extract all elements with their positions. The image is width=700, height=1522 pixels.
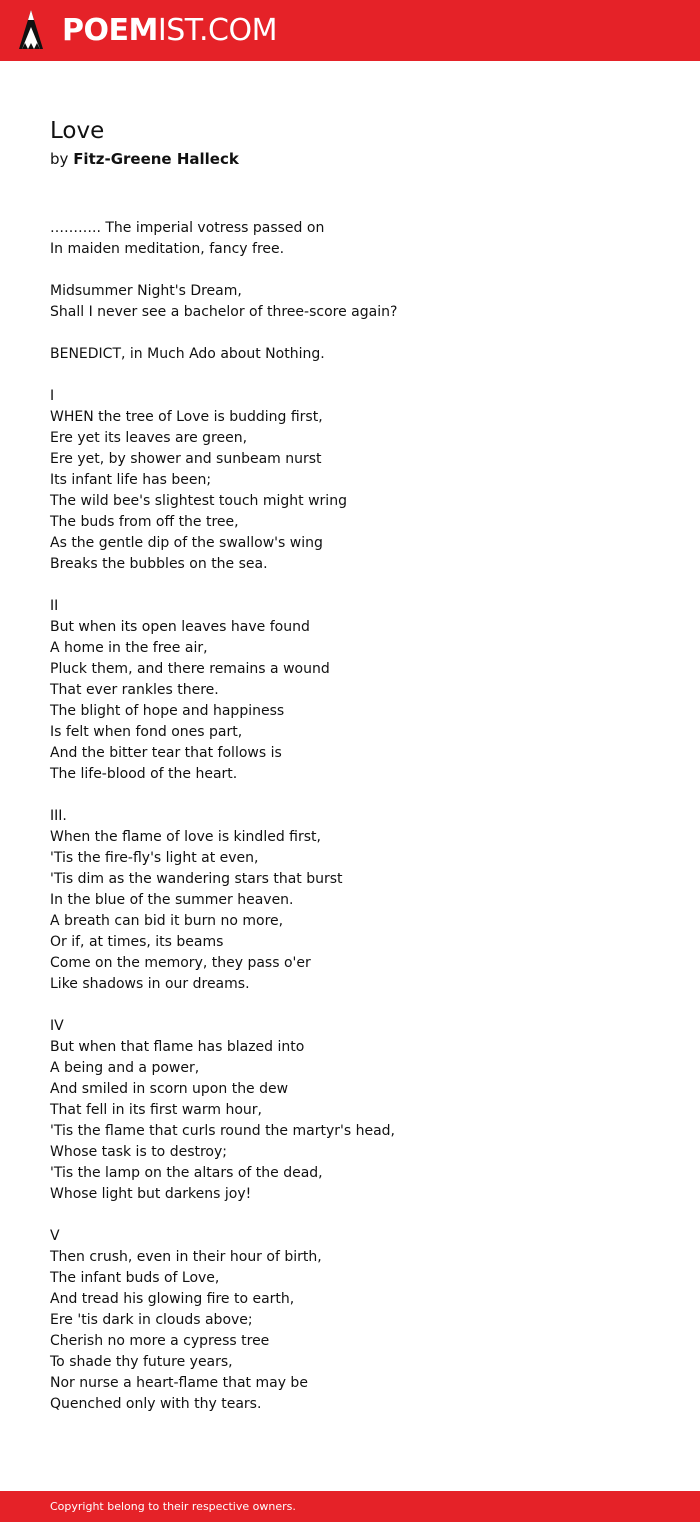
poem-line: The blight of hope and happiness (50, 703, 285, 719)
site-header (0, 0, 700, 61)
poem-line: IV (50, 1018, 64, 1034)
poem-line: But when its open leaves have found (50, 619, 310, 635)
logo-text-strong: POEM (62, 13, 158, 48)
poem-line: Then crush, even in their hour of birth, (50, 1249, 322, 1265)
poem-line: A being and a power, (50, 1060, 200, 1076)
poem-body (50, 218, 670, 1436)
poem-line: 'Tis the fire-fly's light at even, (50, 850, 259, 866)
poem-title: Love (50, 118, 105, 144)
poem-line: But when that flame has blazed into (50, 1039, 305, 1055)
poem-line: Whose task is to destroy; (50, 1144, 227, 1160)
poem-line: Cherish no more a cypress tree (50, 1333, 270, 1349)
poem-line: Like shadows in our dreams. (50, 976, 250, 992)
poem-line: Pluck them, and there remains a wound (50, 661, 330, 677)
poem-byline (50, 148, 239, 170)
poem-line: Or if, at times, its beams (50, 934, 224, 950)
poem-line: III. (50, 808, 67, 824)
poem-line: In maiden meditation, fancy free. (50, 241, 285, 257)
poem-line: Shall I never see a bachelor of three-score again? (50, 304, 398, 320)
poem-line: And smiled in scorn upon the dew (50, 1081, 289, 1097)
poem-line: WHEN the tree of Love is budding first, (50, 409, 323, 425)
poem-line: Its infant life has been; (50, 472, 212, 488)
poem-line: That fell in its first warm hour, (50, 1102, 263, 1118)
poem-line: II (50, 598, 59, 614)
poem-line: I (50, 388, 55, 404)
stanza (50, 1016, 670, 1205)
site-logo[interactable] (62, 11, 277, 51)
poem-line: And tread his glowing fire to earth, (50, 1291, 295, 1307)
poem-line: Is felt when fond ones part, (50, 724, 243, 740)
poem-line: Ere yet its leaves are green, (50, 430, 248, 446)
stanza (50, 218, 670, 260)
poem-line: V (50, 1228, 60, 1244)
poem-line: Midsummer Night's Dream, (50, 283, 242, 299)
poem-line: 'Tis the flame that curls round the martyr's head, (50, 1123, 395, 1139)
pencil-logo-icon (18, 9, 44, 52)
poem-line: Ere yet, by shower and sunbeam nurst (50, 451, 322, 467)
poem-line: Whose light but darkens joy! (50, 1186, 252, 1202)
poem-line: That ever rankles there. (50, 682, 219, 698)
poem-line: BENEDICT, in Much Ado about Nothing. (50, 346, 325, 362)
logo-text-light: IST.COM (157, 13, 277, 48)
poem-line: The life-blood of the heart. (50, 766, 238, 782)
poem-line: As the gentle dip of the swallow's wing (50, 535, 323, 551)
site-footer (0, 1491, 700, 1522)
poem-line: ……….. The imperial votress passed on (50, 220, 325, 236)
poem-line: The infant buds of Love, (50, 1270, 220, 1286)
poem-line: Breaks the bubbles on the sea. (50, 556, 268, 572)
poem-line: In the blue of the summer heaven. (50, 892, 294, 908)
poem-line: 'Tis dim as the wandering stars that burst (50, 871, 343, 887)
poem-line: Come on the memory, they pass o'er (50, 955, 311, 971)
poem-line: To shade thy future years, (50, 1354, 233, 1370)
poem-line: 'Tis the lamp on the altars of the dead, (50, 1165, 323, 1181)
poem-line: The buds from off the tree, (50, 514, 239, 530)
poem-author: Fitz-Greene Halleck (73, 150, 239, 168)
stanza (50, 596, 670, 785)
poem-line: Nor nurse a heart-flame that may be (50, 1375, 308, 1391)
stanza (50, 281, 670, 323)
poem-line: A breath can bid it burn no more, (50, 913, 284, 929)
poem-line: When the flame of love is kindled first, (50, 829, 321, 845)
by-label: by (50, 150, 69, 168)
copyright-text: Copyright belong to their respective owners. (50, 1500, 296, 1513)
stanza (50, 806, 670, 995)
stanza (50, 344, 670, 365)
stanza (50, 386, 670, 575)
poem-line: Quenched only with thy tears. (50, 1396, 262, 1412)
poem-line: Ere 'tis dark in clouds above; (50, 1312, 253, 1328)
poem-line: And the bitter tear that follows is (50, 745, 282, 761)
poem-line: The wild bee's slightest touch might wring (50, 493, 347, 509)
stanza (50, 1226, 670, 1415)
poem-line: A home in the free air, (50, 640, 208, 656)
